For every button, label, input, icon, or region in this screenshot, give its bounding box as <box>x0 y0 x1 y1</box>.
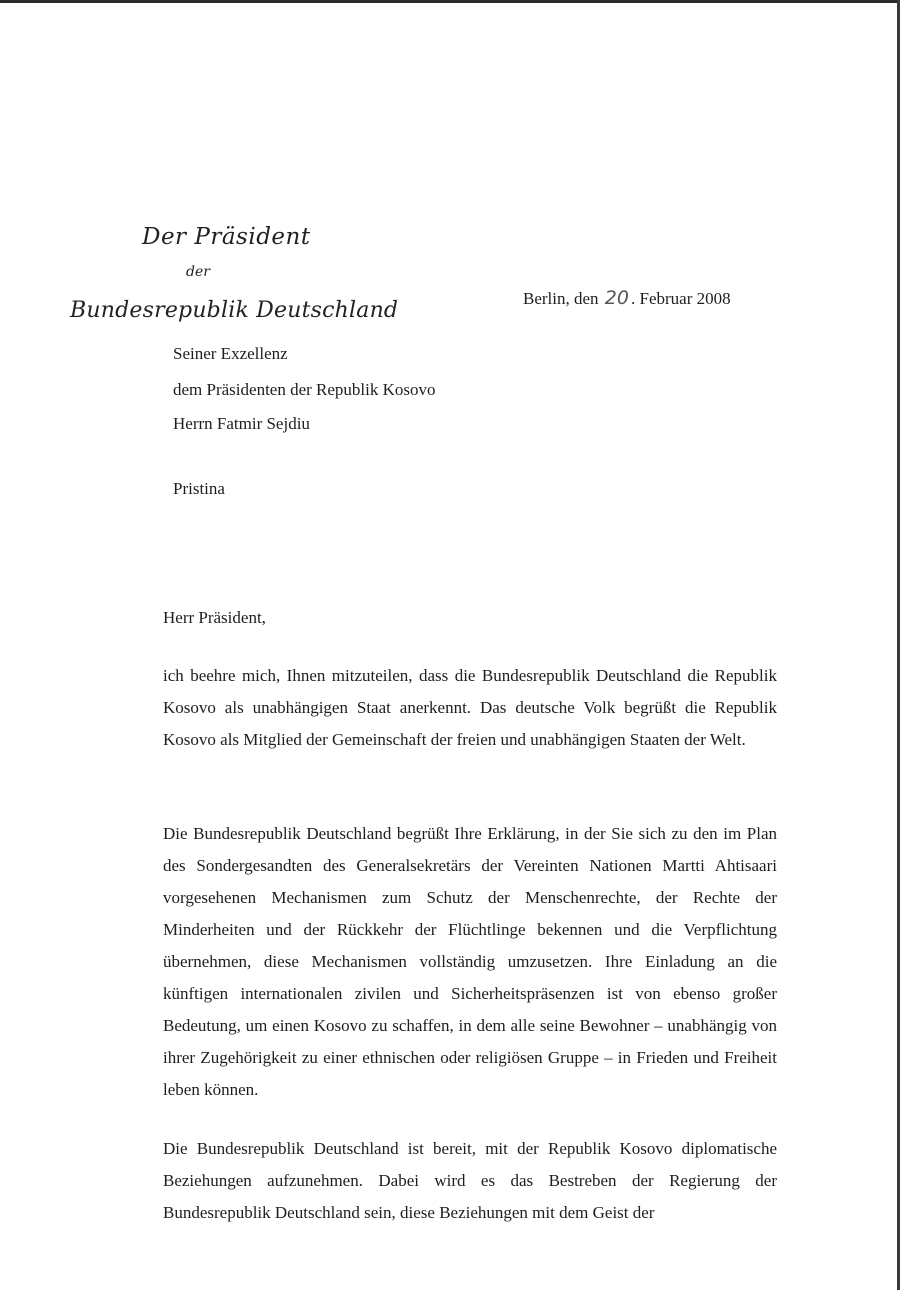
letterhead-connector: der <box>186 264 210 280</box>
body-paragraph-2: Die Bundesrepublik Deutschland begrüßt Ihre Erklärung, in der Sie sich zu den im Plan des Sondergesandten des Generalsekretärs der Vereinten Nationen Martti Ahtisaari vorgesehenen Mechanismen zum Schutz der Menschenrechte, der Rechte der Minderheiten und der Rückkehr der Flüchtlinge bekennen und die Verpflichtung übernehmen, diese Mechanismen vollständig umzusetzen. Ihre Einladung an die künftigen internationalen zivilen und Sicherheitspräsenzen ist von ebenso großer Bedeutung, um einen Kosovo zu schaffen, in dem alle seine Bewohner – unabhängig von ihrer Zugehörigkeit zu einer ethnischen oder religiösen Gruppe – in Frieden und Freiheit leben können. <box>163 824 777 1099</box>
recipient-title: dem Präsidenten der Republik Kosovo <box>173 380 436 399</box>
page-edge-top <box>0 0 900 3</box>
body-paragraph-1: ich beehre mich, Ihnen mitzuteilen, dass die Bundesrepublik Deutschland die Republik Kosovo als unabhängigen Staat anerkennt. Das deutsche Volk begrüßt die Republik Kosovo als Mitglied der Gemeinschaft der freien und unabhängigen Staaten der Welt. <box>163 666 777 749</box>
body-paragraph-3: Die Bundesrepublik Deutschland ist bereit, mit der Republik Kosovo diplomatische Beziehungen aufzunehmen. Dabei wird es das Bestreben der Regierung der Bundesrepublik Deutschland sein, diese Beziehungen mit dem Geist der <box>163 1139 777 1222</box>
dateline-day-handwritten: 20 <box>604 287 629 309</box>
recipient-honorific: Seiner Exzellenz <box>173 344 288 363</box>
letterhead-title: Der Präsident <box>142 224 311 250</box>
dateline-prefix: Berlin, den <box>523 289 599 308</box>
recipient-name: Herrn Fatmir Sejdiu <box>173 414 310 433</box>
recipient-city: Pristina <box>173 479 225 498</box>
salutation: Herr Präsident, <box>163 608 266 627</box>
dateline-suffix: . Februar 2008 <box>630 289 731 308</box>
letterhead-country: Bundesrepublik Deutschland <box>70 298 399 323</box>
dateline <box>523 287 731 309</box>
